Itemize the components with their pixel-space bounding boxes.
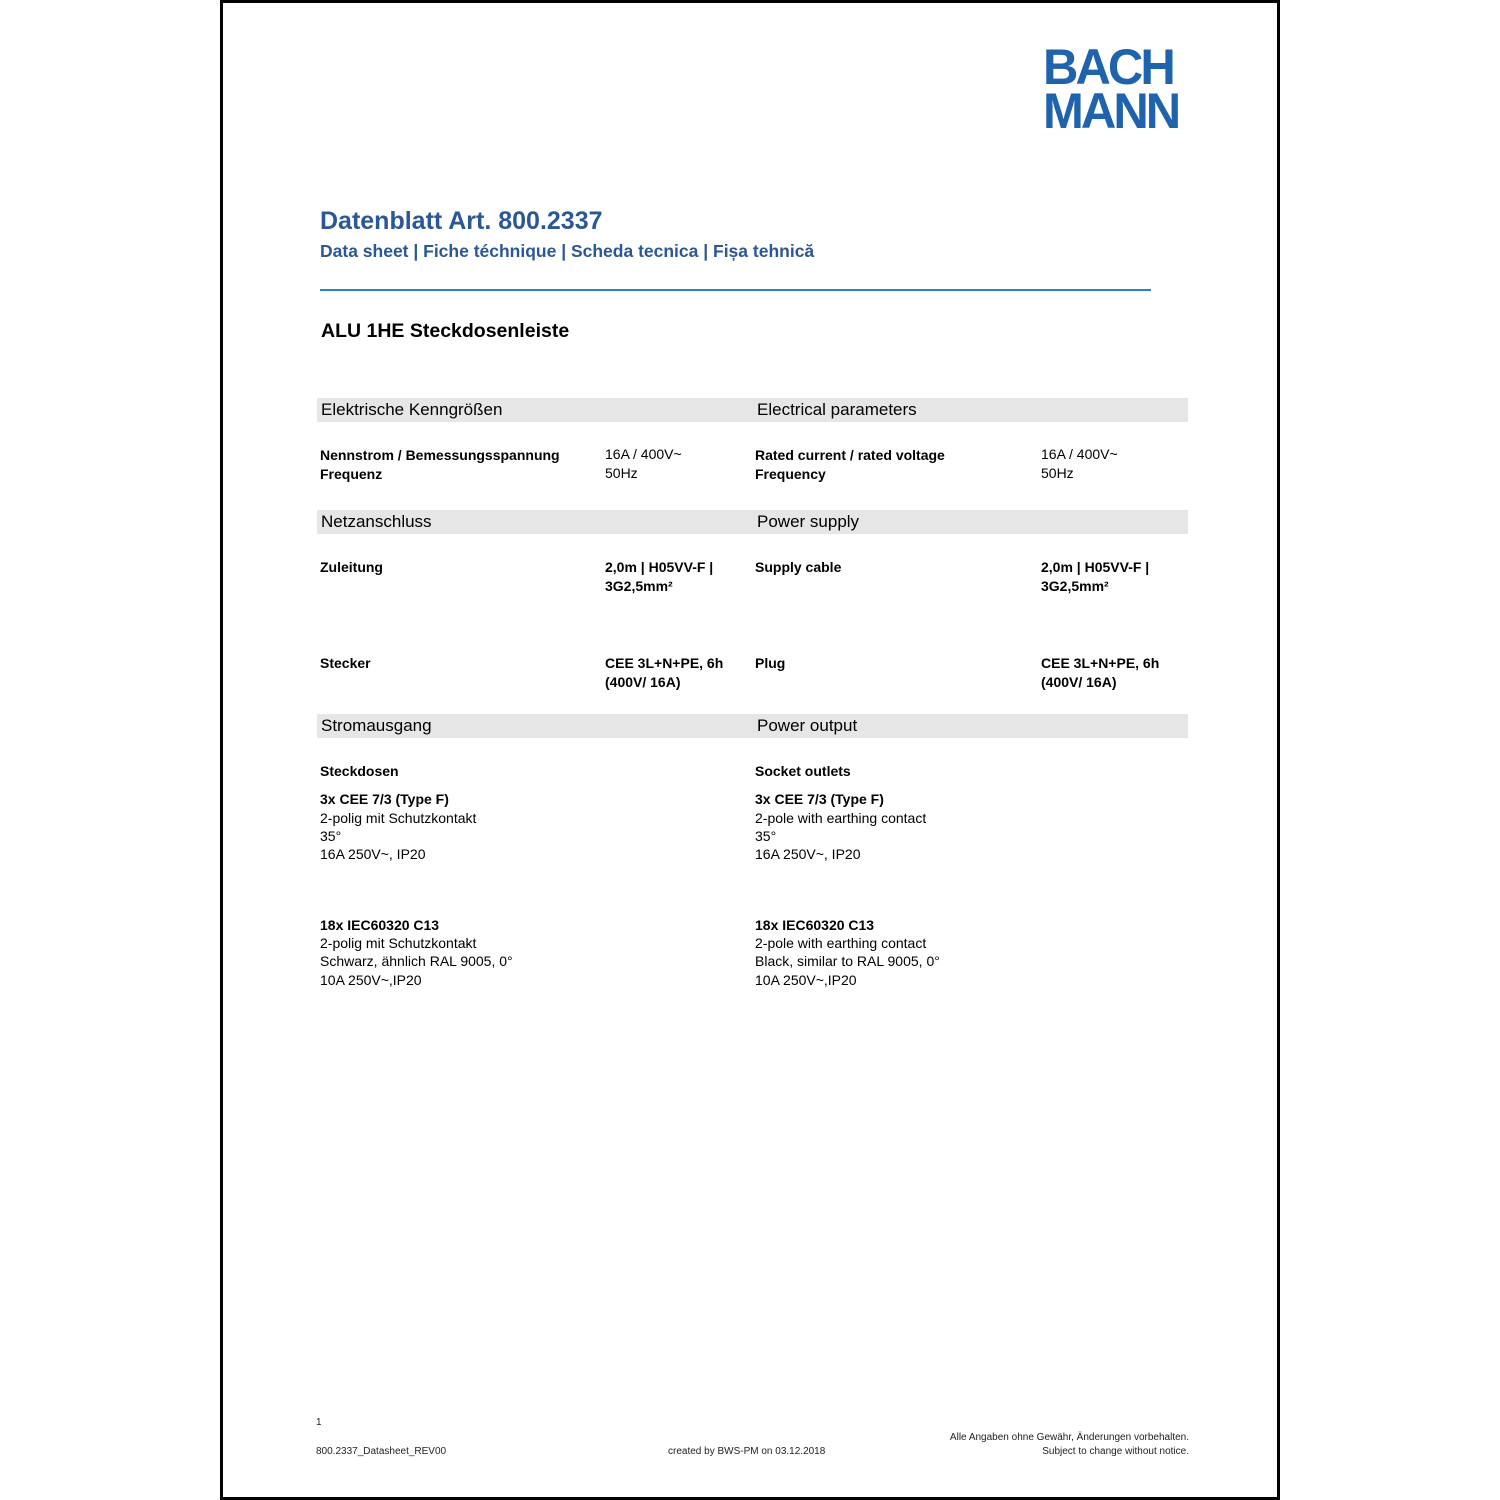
- bachmann-logo: [1043, 39, 1179, 139]
- spec-label: Stecker: [320, 655, 371, 671]
- section-title: Power output: [757, 716, 858, 735]
- spec-label: Nennstrom / Bemessungsspannung: [320, 447, 560, 463]
- spec-value: 50Hz: [1041, 465, 1074, 481]
- spec-label: Frequenz: [320, 466, 383, 482]
- spec-value: 2,0m | H05VV-F |: [1041, 559, 1150, 575]
- section-title: Netzanschluss: [321, 512, 432, 531]
- socket-detail: 2-pole with earthing contact: [755, 935, 927, 951]
- spec-label: Zuleitung: [320, 559, 383, 575]
- socket-subheading: Socket outlets: [755, 763, 851, 779]
- socket-detail: 10A 250V~,IP20: [755, 972, 857, 988]
- socket-detail: Black, similar to RAL 9005, 0°: [755, 953, 940, 969]
- logo-line-1: BACH: [1043, 39, 1173, 95]
- section-title: Electrical parameters: [757, 400, 917, 419]
- footer-disclaimer-de: Alle Angaben ohne Gewähr, Änderungen vorbehalten.: [949, 1432, 1189, 1443]
- footer-doc-id: 800.2337_Datasheet_REV00: [316, 1446, 447, 1457]
- section-header-output-en: [753, 714, 1188, 738]
- socket-type-title: 18x IEC60320 C13: [755, 917, 875, 933]
- header-divider: [320, 289, 1151, 291]
- socket-type-title: 18x IEC60320 C13: [320, 917, 440, 933]
- spec-value: (400V/ 16A): [1041, 674, 1117, 690]
- product-name: ALU 1HE Steckdosenleiste: [321, 320, 570, 342]
- spec-value: 50Hz: [605, 465, 638, 481]
- spec-value: CEE 3L+N+PE, 6h: [605, 655, 724, 671]
- socket-type-title: 3x CEE 7/3 (Type F): [755, 791, 884, 807]
- spec-value: CEE 3L+N+PE, 6h: [1041, 655, 1160, 671]
- logo-line-2: MANN: [1043, 83, 1179, 139]
- socket-subheading: Steckdosen: [320, 763, 399, 779]
- spec-value: (400V/ 16A): [605, 674, 681, 690]
- section-header-supply-de: [317, 510, 753, 534]
- section-header-electrical-de: [317, 398, 753, 422]
- spec-label: Frequency: [755, 466, 826, 482]
- spec-value: 16A / 400V~: [605, 446, 682, 462]
- spec-label: Supply cable: [755, 559, 842, 575]
- datasheet-page: [220, 0, 1280, 1500]
- spec-value: 16A / 400V~: [1041, 446, 1118, 462]
- section-header-supply-en: [753, 510, 1188, 534]
- spec-value: 3G2,5mm²: [605, 578, 673, 594]
- section-title: Power supply: [757, 512, 860, 531]
- page-number: 1: [316, 1417, 322, 1428]
- socket-detail: 2-polig mit Schutzkontakt: [320, 935, 477, 951]
- socket-detail: 35°: [320, 828, 342, 844]
- footer-disclaimer-en: Subject to change without notice.: [1042, 1446, 1189, 1457]
- socket-detail: 10A 250V~,IP20: [320, 972, 422, 988]
- socket-type-title: 3x CEE 7/3 (Type F): [320, 791, 449, 807]
- page-title: Datenblatt Art. 800.2337: [320, 207, 603, 235]
- socket-detail: 2-pole with earthing contact: [755, 810, 927, 826]
- socket-detail: Schwarz, ähnlich RAL 9005, 0°: [320, 953, 513, 969]
- section-title: Stromausgang: [321, 716, 432, 735]
- section-header-electrical-en: [753, 398, 1188, 422]
- spec-value: 3G2,5mm²: [1041, 578, 1109, 594]
- spec-label: Plug: [755, 655, 786, 671]
- section-header-output-de: [317, 714, 753, 738]
- socket-detail: 2-polig mit Schutzkontakt: [320, 810, 477, 826]
- page-subtitle: Data sheet | Fiche téchnique | Scheda tecnica | Fișa tehnică: [320, 241, 815, 261]
- socket-detail: 35°: [755, 828, 777, 844]
- socket-detail: 16A 250V~, IP20: [755, 846, 861, 862]
- section-title: Elektrische Kenngrößen: [321, 400, 503, 419]
- footer-created: created by BWS-PM on 03.12.2018: [668, 1446, 826, 1457]
- socket-detail: 16A 250V~, IP20: [320, 846, 426, 862]
- spec-value: 2,0m | H05VV-F |: [605, 559, 714, 575]
- spec-label: Rated current / rated voltage: [755, 447, 945, 463]
